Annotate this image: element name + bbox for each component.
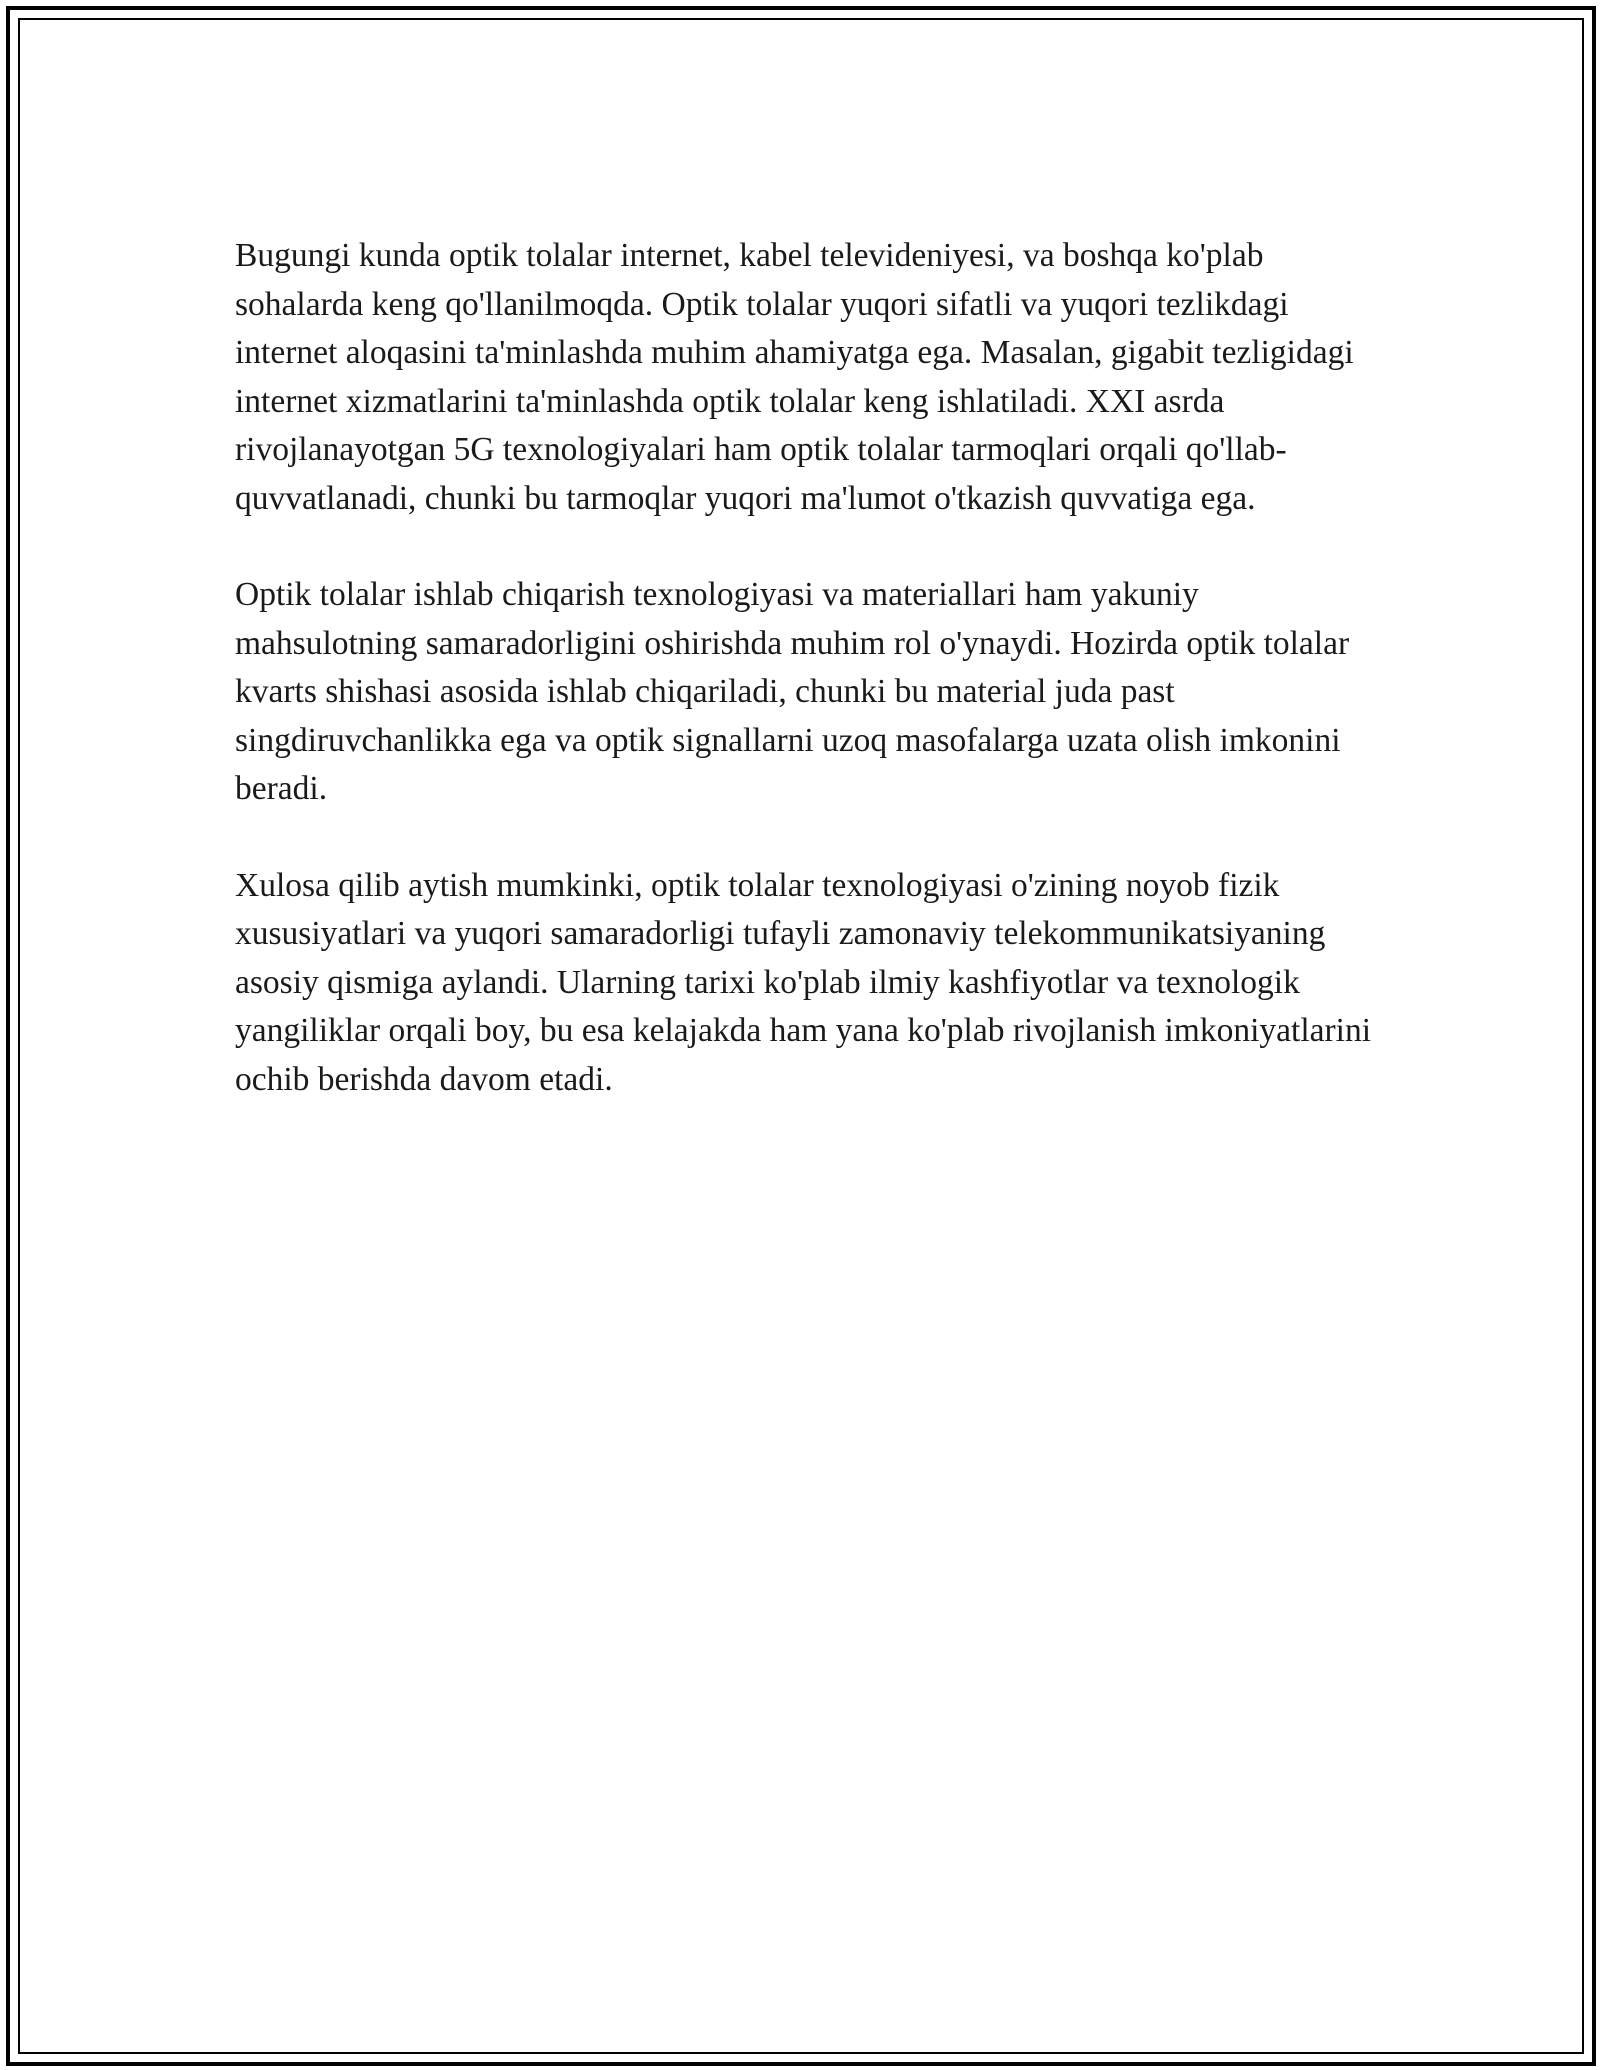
paragraph-2: Optik tolalar ishlab chiqarish texnologiyasi va materiallari ham yakuniy mahsulotning samaradorligini oshirishda muhim rol o'ynaydi. Hozirda optik tolalar kvarts shishasi asosida ishlab chiqariladi, chunki bu material juda past singdiruvchanlikka ega va optik signallarni uzoq masofalarga uzata olish imkonini beradi.: [235, 576, 1350, 807]
paragraph-3: Xulosa qilib aytish mumkinki, optik tolalar texnologiyasi o'zining noyob fizik xususiyatlari va yuqori samaradorligi tufayli zamonaviy telekommunikatsiyaning asosiy qismiga aylandi. Ularning tarixi ko'plab ilmiy kashfiyotlar va texnologik yangiliklar orqali boy, bu esa kelajakda ham yana ko'plab rivojlanish imkoniyatlarini ochib berishda davom etadi.: [235, 866, 1372, 1098]
paragraph-1: Bugungi kunda optik tolalar internet, kabel televideniyesi, va boshqa ko'plab sohalarda keng qo'llanilmoqda. Optik tolalar yuqori sifatli va yuqori tezlikdagi internet aloqasini ta'minlashda muhim ahamiyatga ega. Masalan, gigabit tezligidagi internet xizmatlarini ta'minlashda optik tolalar keng ishlatiladi. XXI asrda rivojlanayotgan 5G texnologiyalari ham optik tolalar tarmoqlari orqali qo'llab-quvvatlanadi, chunki bu tarmoqlar yuqori ma'lumot o'tkazish quvvatiga ega.: [235, 237, 1354, 517]
document-body: [235, 232, 1385, 1152]
